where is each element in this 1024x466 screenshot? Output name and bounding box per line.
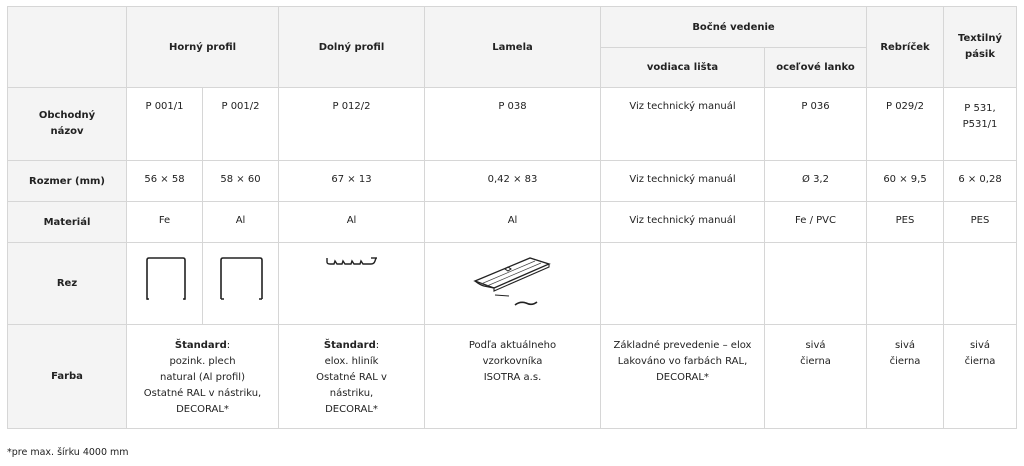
row-rez xyxy=(8,243,1017,325)
header-textilny-pasik xyxy=(944,7,1017,88)
cell-rez-lanko xyxy=(765,243,867,325)
farba-vodiaca-line: Lakováno vo farbách RAL, xyxy=(617,356,748,367)
cell-rez-horny-2 xyxy=(203,243,279,325)
cell-nazov-rebricek: P 029/2 xyxy=(867,88,944,161)
cell-nazov-vodiaca: Viz technický manuál xyxy=(601,88,765,161)
farba-vodiaca-line: DECORAL* xyxy=(656,372,709,383)
cell-material-horny-2: Al xyxy=(203,202,279,243)
cell-nazov-horny-1: P 001/1 xyxy=(127,88,203,161)
farba-dolny-line: DECORAL* xyxy=(325,404,378,415)
row-label-rozmer: Rozmer (mm) xyxy=(8,161,127,202)
corner-cell xyxy=(8,7,127,88)
row-label-obchodny-nazov-line2: názov xyxy=(50,126,84,137)
header-lamela: Lamela xyxy=(425,7,601,88)
header-horny-profil: Horný profil xyxy=(127,7,279,88)
farba-lanko-line: čierna xyxy=(800,356,831,367)
cell-nazov-dolny: P 012/2 xyxy=(279,88,425,161)
farba-dolny-colon: : xyxy=(375,340,380,351)
cell-rozmer-pasik: 6 × 0,28 xyxy=(944,161,1017,202)
farba-horny-line: DECORAL* xyxy=(176,404,229,415)
cell-rozmer-lamela: 0,42 × 83 xyxy=(425,161,601,202)
cell-farba-lamela xyxy=(425,325,601,429)
farba-pasik-line: sivá xyxy=(969,340,991,351)
farba-dolny-line: Ostatné RAL v xyxy=(316,372,387,383)
farba-pasik-line: čierna xyxy=(964,356,996,367)
farba-rebricek-line: sivá xyxy=(894,340,916,351)
farba-lamela-line: vzorkovníka xyxy=(482,356,543,367)
row-rozmer xyxy=(8,161,1017,202)
farba-dolny-title xyxy=(279,338,424,354)
header-vodiaca-lista: vodiaca lišta xyxy=(601,48,765,88)
cell-material-pasik: PES xyxy=(944,202,1017,243)
farba-dolny-line: nástriku, xyxy=(329,388,374,399)
cell-nazov-pasik-line1: P 531, xyxy=(964,103,996,114)
profile-p001-1-drawing xyxy=(127,255,203,305)
header-bocne-vedenie: Bočné vedenie xyxy=(601,7,867,48)
cell-farba-horny xyxy=(127,325,279,429)
cell-rez-rebricek xyxy=(867,243,944,325)
cell-rozmer-lanko: Ø 3,2 xyxy=(765,161,867,202)
cell-farba-vodiaca xyxy=(601,325,765,429)
farba-horny-line: natural (Al profil) xyxy=(160,372,245,383)
row-farba xyxy=(8,325,1017,429)
header-rebricek: Rebríček xyxy=(867,7,944,88)
cell-material-lanko: Fe / PVC xyxy=(765,202,867,243)
cell-nazov-lamela: P 038 xyxy=(425,88,601,161)
cell-rozmer-horny-2: 58 × 60 xyxy=(203,161,279,202)
farba-horny-standard: Štandard xyxy=(174,340,227,351)
farba-vodiaca-line: Základné prevedenie – elox xyxy=(613,340,752,351)
footnote: *pre max. šírku 4000 mm xyxy=(7,447,129,458)
cell-rez-lamela xyxy=(425,243,601,325)
row-label-obchodny-nazov-line1: Obchodný xyxy=(38,110,96,121)
cell-rozmer-dolny: 67 × 13 xyxy=(279,161,425,202)
header-ocelove-lanko: oceľové lanko xyxy=(765,48,867,88)
cell-rez-horny-1 xyxy=(127,243,203,325)
cell-nazov-pasik-line2: P531/1 xyxy=(962,119,998,130)
farba-horny-colon: : xyxy=(226,340,231,351)
cell-nazov-horny-2: P 001/2 xyxy=(203,88,279,161)
row-label-rez: Rez xyxy=(8,243,127,325)
row-label-farba: Farba xyxy=(8,325,127,429)
cell-rozmer-vodiaca: Viz technický manuál xyxy=(601,161,765,202)
cell-farba-pasik xyxy=(944,325,1017,429)
cell-material-vodiaca: Viz technický manuál xyxy=(601,202,765,243)
farba-horny-line: Ostatné RAL v nástriku, xyxy=(143,388,262,399)
header-dolny-profil: Dolný profil xyxy=(279,7,425,88)
farba-horny-line: pozink. plech xyxy=(169,356,236,367)
cell-material-lamela: Al xyxy=(425,202,601,243)
profile-p001-2-drawing xyxy=(203,255,279,305)
farba-lamela-line: Podľa aktuálneho xyxy=(468,340,557,351)
profile-p012-2-drawing xyxy=(279,253,425,273)
farba-lamela-line: ISOTRA a.s. xyxy=(483,372,542,383)
cell-farba-dolny xyxy=(279,325,425,429)
farba-rebricek-line: čierna xyxy=(889,356,921,367)
cell-material-dolny: Al xyxy=(279,202,425,243)
farba-dolny-standard: Štandard xyxy=(323,340,376,351)
farba-horny-title xyxy=(127,338,278,354)
cell-rez-pasik xyxy=(944,243,1017,325)
specification-table xyxy=(7,6,1017,429)
row-label-material: Materiál xyxy=(8,202,127,243)
cell-farba-rebricek xyxy=(867,325,944,429)
row-material xyxy=(8,202,1017,243)
cell-farba-lanko xyxy=(765,325,867,429)
header-textilny-pasik-line1: Textilný xyxy=(958,33,1002,44)
cell-nazov-lanko: P 036 xyxy=(765,88,867,161)
cell-rozmer-rebricek: 60 × 9,5 xyxy=(867,161,944,202)
row-label-obchodny-nazov xyxy=(8,88,127,161)
cell-material-rebricek: PES xyxy=(867,202,944,243)
header-textilny-pasik-line2: pásik xyxy=(965,49,995,60)
farba-lanko-line: sivá xyxy=(805,340,826,351)
cell-rez-dolny xyxy=(279,243,425,325)
slat-p038-drawing xyxy=(425,251,601,315)
cell-nazov-pasik xyxy=(944,88,1017,161)
row-obchodny-nazov xyxy=(8,88,1017,161)
farba-dolny-line: elox. hliník xyxy=(324,356,379,367)
cell-rez-vodiaca xyxy=(601,243,765,325)
cell-rozmer-horny-1: 56 × 58 xyxy=(127,161,203,202)
cell-material-horny-1: Fe xyxy=(127,202,203,243)
